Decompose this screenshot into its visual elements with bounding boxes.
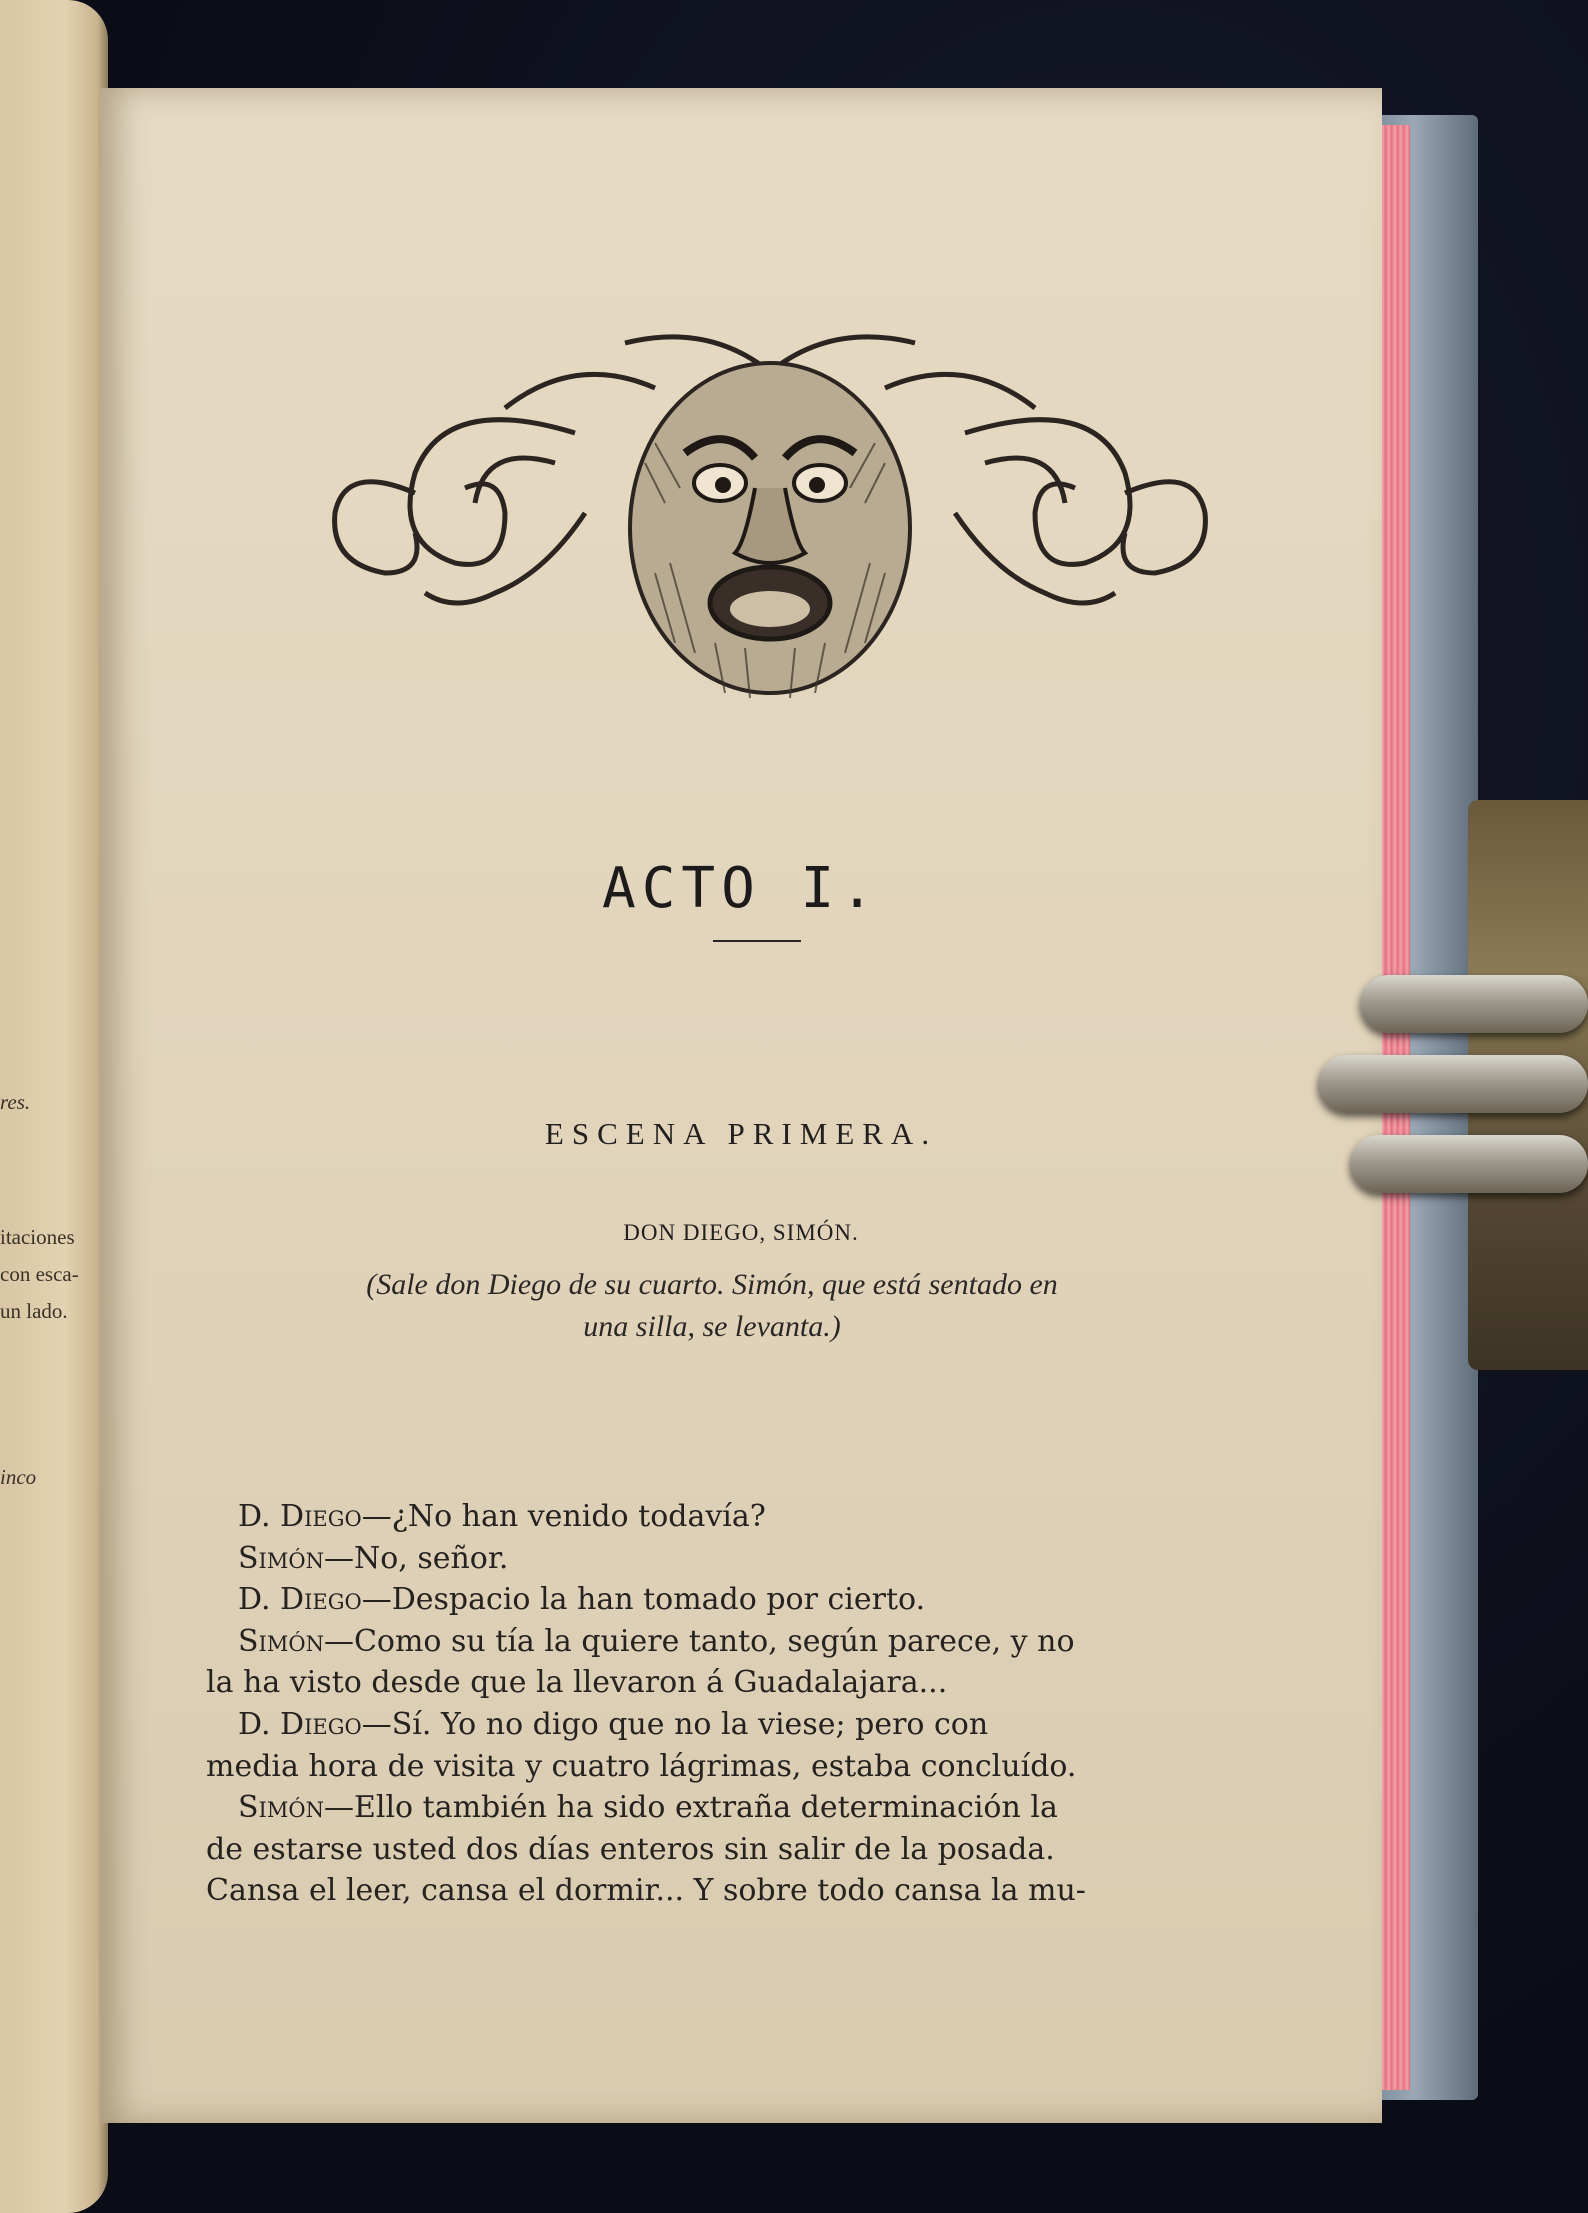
speech-text: —¿No han venido todavía? bbox=[361, 1499, 766, 1534]
title-rule bbox=[713, 940, 801, 942]
book-page bbox=[100, 88, 1382, 2123]
dialogue-line bbox=[206, 1538, 1216, 1580]
dialogue-line bbox=[206, 1704, 1216, 1746]
dialogue-line bbox=[206, 1496, 1216, 1538]
dialogue-line bbox=[206, 1746, 1216, 1788]
speech-text: —Ello también ha sido extraña determinación la bbox=[323, 1790, 1058, 1826]
speaker-name: Simón bbox=[238, 1540, 324, 1576]
left-fragment: itaciones bbox=[0, 1225, 75, 1249]
previous-page-edge bbox=[0, 0, 108, 2213]
speech-text: Cansa el leer, cansa el dormir... Y sobre todo cansa la mu- bbox=[206, 1873, 1086, 1909]
dialogue-line bbox=[206, 1829, 1216, 1871]
dialogue-line bbox=[206, 1621, 1216, 1663]
left-fragment: res. bbox=[0, 1090, 31, 1114]
page-clip-finger bbox=[1360, 975, 1588, 1033]
left-fragment: con esca- bbox=[0, 1262, 79, 1286]
speech-text: de estarse usted dos días enteros sin salir de la posada. bbox=[206, 1831, 1055, 1867]
characters-list: DON DIEGO, SIMÓN. bbox=[623, 1220, 859, 1245]
stage-direction bbox=[208, 1264, 1216, 1348]
stage-direction-line: (Sale don Diego de su cuarto. Simón, que está sentado en bbox=[366, 1268, 1058, 1301]
speaker-name: Simón bbox=[238, 1790, 324, 1826]
scene-title: ESCENA PRIMERA. bbox=[544, 1116, 938, 1151]
speaker-name: Simón bbox=[238, 1623, 324, 1659]
dialogue-block bbox=[206, 1496, 1216, 1912]
dialogue-line bbox=[206, 1870, 1216, 1912]
dialogue-line bbox=[206, 1579, 1216, 1621]
speech-text: media hora de visita y cuatro lágrimas, estaba concluído. bbox=[206, 1748, 1077, 1784]
page-clip-finger bbox=[1350, 1135, 1588, 1193]
speech-text: —Despacio la han tomado por cierto. bbox=[361, 1582, 926, 1618]
speaker-name: D. Diego bbox=[238, 1582, 362, 1618]
speech-text: —Como su tía la quiere tanto, según parece, y no bbox=[323, 1623, 1075, 1659]
speech-text: —Sí. Yo no digo que no la viese; pero con bbox=[361, 1706, 989, 1742]
act-title: ACTO I. bbox=[601, 856, 880, 921]
dialogue-line bbox=[206, 1662, 1216, 1704]
dialogue-line bbox=[206, 1787, 1216, 1829]
speech-text: —No, señor. bbox=[323, 1540, 509, 1576]
left-fragment: un lado. bbox=[0, 1299, 68, 1323]
speaker-name: D. Diego bbox=[238, 1499, 362, 1534]
page-clip-finger bbox=[1318, 1055, 1588, 1113]
mask-ornament-illustration bbox=[325, 313, 1215, 713]
left-fragment: inco bbox=[0, 1465, 37, 1489]
speech-text: la ha visto desde que la llevaron á Guadalajara... bbox=[206, 1665, 948, 1701]
stage-direction-line: una silla, se levanta.) bbox=[583, 1310, 841, 1343]
speaker-name: D. Diego bbox=[238, 1706, 362, 1742]
